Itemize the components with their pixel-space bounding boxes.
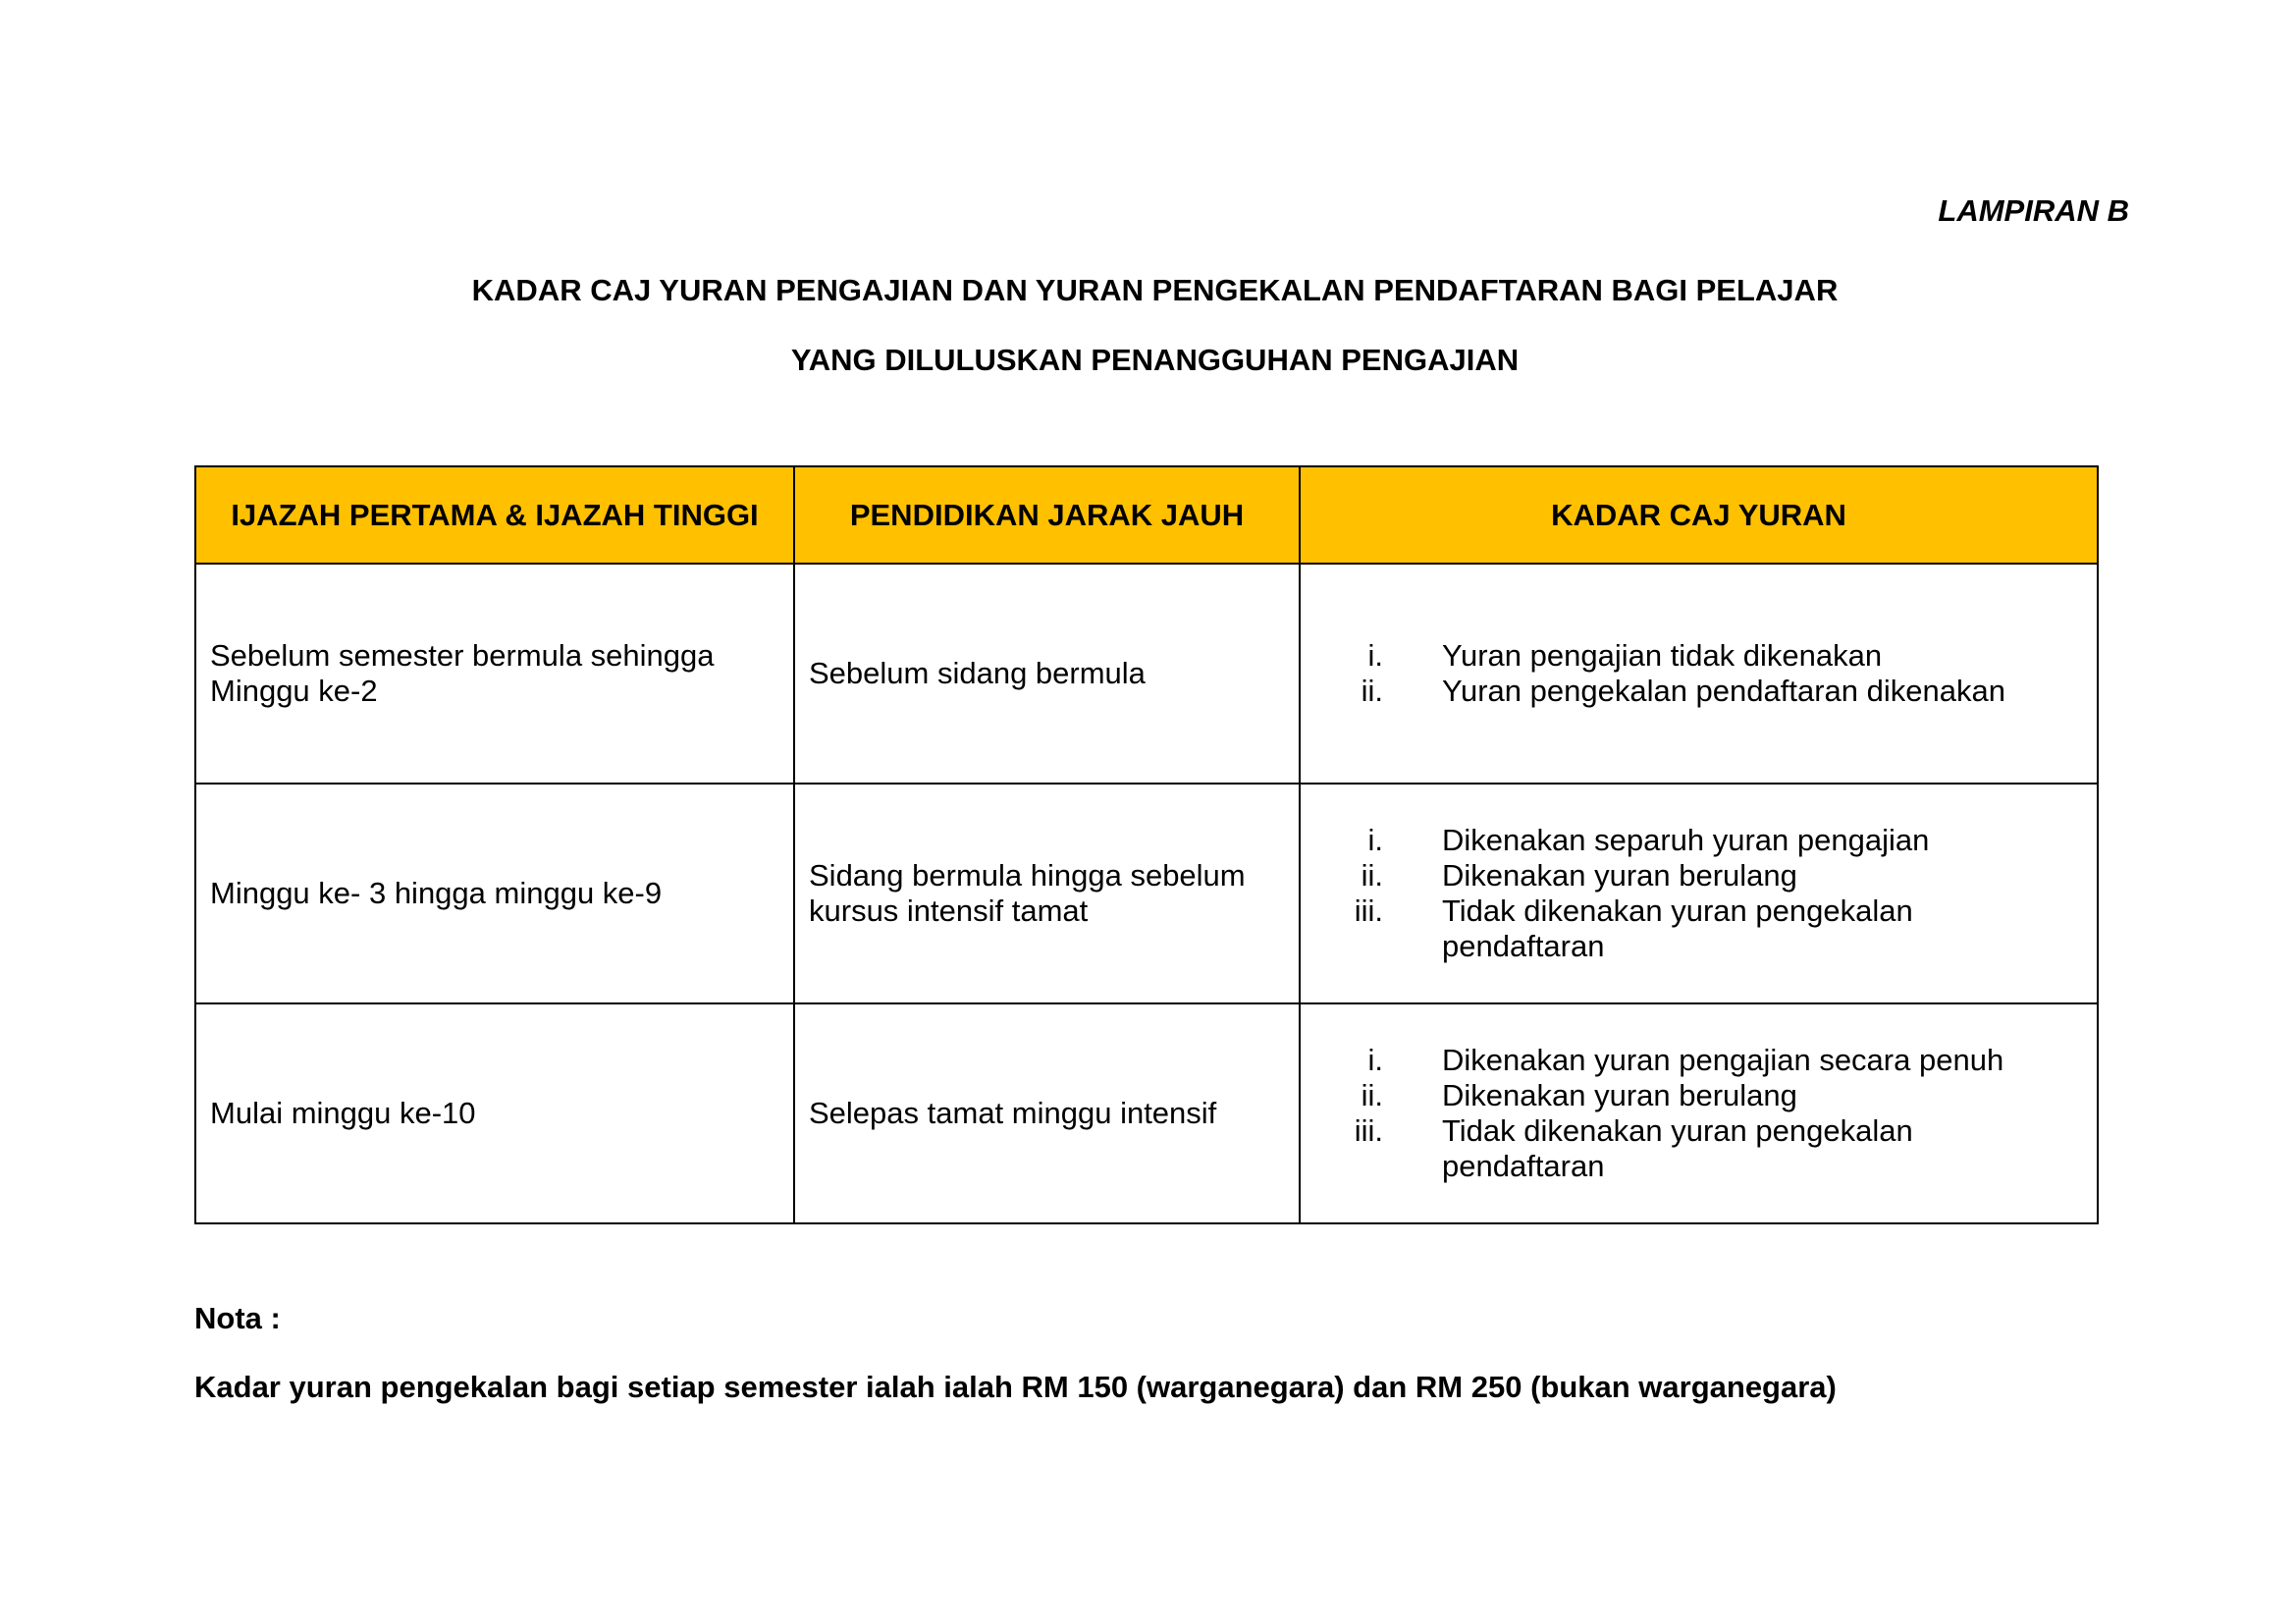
rate-list <box>1314 823 2083 964</box>
cell-distance-learning: Selepas tamat minggu intensif <box>794 1003 1300 1223</box>
list-item-text: Dikenakan yuran berulang <box>1442 1078 1797 1112</box>
table-header-row <box>195 466 2098 564</box>
list-item <box>1314 858 2083 893</box>
list-item-text: Yuran pengajian tidak dikenakan <box>1442 638 1883 673</box>
list-item <box>1314 1113 2083 1184</box>
list-item-number: ii. <box>1361 1078 1383 1112</box>
table-row <box>195 1003 2098 1223</box>
cell-distance-learning: Sidang bermula hingga sebelum kursus intensif tamat <box>794 784 1300 1003</box>
appendix-label: LAMPIRAN B <box>1938 193 2129 228</box>
list-item-number: i. <box>1367 638 1383 673</box>
list-item-number: iii. <box>1354 1113 1383 1148</box>
list-item-number: i. <box>1367 1043 1383 1077</box>
table-row <box>195 564 2098 784</box>
list-item-number: ii. <box>1361 674 1383 708</box>
fee-rate-table <box>194 465 2099 1224</box>
list-item <box>1314 638 2083 674</box>
cell-degree: Minggu ke- 3 hingga minggu ke-9 <box>195 784 794 1003</box>
list-item-text: Dikenakan separuh yuran pengajian <box>1442 823 1930 857</box>
list-item-text: Yuran pengekalan pendaftaran dikenakan <box>1442 674 2005 708</box>
note-text: Kadar yuran pengekalan bagi setiap semester ialah ialah RM 150 (warganegara) dan RM 250 (bukan warganegara) <box>194 1370 1837 1404</box>
cell-fee-rate <box>1300 564 2098 784</box>
table-row <box>195 784 2098 1003</box>
document-title-line-2: YANG DILULUSKAN PENANGGUHAN PENGAJIAN <box>790 343 1520 377</box>
rate-list <box>1314 638 2083 709</box>
cell-degree: Mulai minggu ke-10 <box>195 1003 794 1223</box>
list-item-number: iii. <box>1354 893 1383 928</box>
list-item-number: i. <box>1367 823 1383 857</box>
note-label: Nota : <box>194 1301 281 1335</box>
document-title-line-1: KADAR CAJ YURAN PENGAJIAN DAN YURAN PENGEKALAN PENDAFTARAN BAGI PELAJAR <box>471 273 1839 307</box>
list-item <box>1314 674 2083 709</box>
list-item-text: Dikenakan yuran berulang <box>1442 858 1797 893</box>
cell-degree: Sebelum semester bermula sehingga Minggu ke-2 <box>195 564 794 784</box>
list-item-text: Dikenakan yuran pengajian secara penuh <box>1442 1043 2004 1077</box>
list-item <box>1314 823 2083 858</box>
list-item <box>1314 1043 2083 1078</box>
cell-distance-learning: Sebelum sidang bermula <box>794 564 1300 784</box>
header-fee-rate: KADAR CAJ YURAN <box>1300 466 2098 564</box>
rate-list <box>1314 1043 2083 1184</box>
cell-fee-rate <box>1300 784 2098 1003</box>
cell-fee-rate <box>1300 1003 2098 1223</box>
list-item-text: Tidak dikenakan yuran pengekalan pendaftaran <box>1442 1113 1913 1183</box>
list-item-number: ii. <box>1361 858 1383 893</box>
list-item-text: Tidak dikenakan yuran pengekalan pendaftaran <box>1442 893 1913 963</box>
list-item <box>1314 1078 2083 1113</box>
header-degree: IJAZAH PERTAMA & IJAZAH TINGGI <box>195 466 794 564</box>
list-item <box>1314 893 2083 964</box>
header-distance-learning: PENDIDIKAN JARAK JAUH <box>794 466 1300 564</box>
